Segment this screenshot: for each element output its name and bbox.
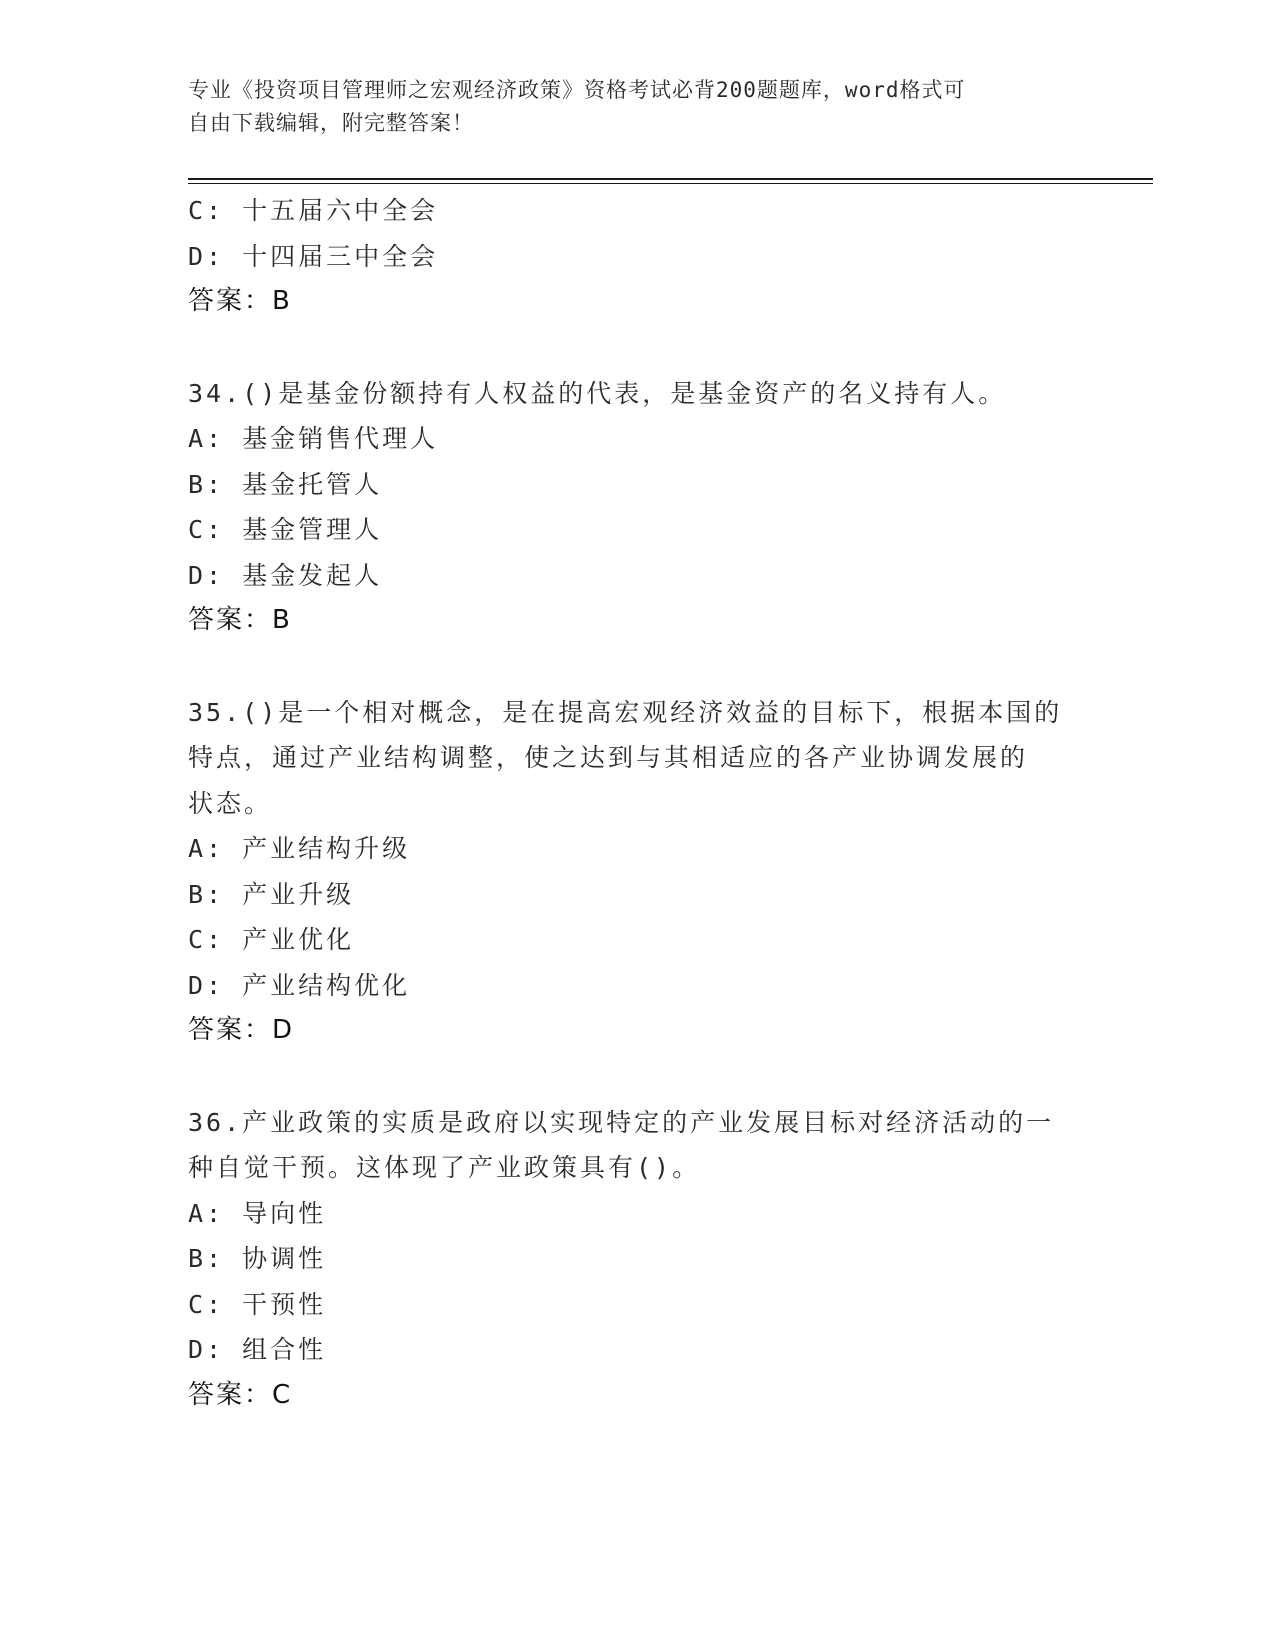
question-36 [188,1100,1088,1419]
option-c: C: 干预性 [188,1289,327,1319]
option-b: B: 产业升级 [188,879,355,909]
option-d: D: 产业结构优化 [188,970,411,1000]
question-33-continued [188,188,1088,325]
question-34 [188,371,1088,644]
question-35 [188,690,1088,1054]
answer: 答案：B [188,605,292,635]
question-stem: 种自觉干预。这体现了产业政策具有()。 [188,1153,701,1182]
answer: 答案：C [188,1379,293,1410]
option-a: A: 产业结构升级 [188,834,411,863]
header-divider-thin [188,183,1153,184]
question-stem: 34.()是基金份额持有人权益的代表，是基金资产的名义持有人。 [188,378,1007,408]
header-line-2: 自由下载编辑，附完整答案！ [188,111,474,135]
header-line-1: 专业《投资项目管理师之宏观经济政策》资格考试必背200题题库，word格式可 [188,78,966,102]
header-divider [188,178,1153,180]
question-stem: 特点，通过产业结构调整，使之达到与其相适应的各产业协调发展的 [188,743,1029,772]
question-stem: 状态。 [188,788,273,818]
answer: 答案：D [188,1015,295,1045]
document-header [188,74,1068,140]
option-d: D: 组合性 [188,1335,327,1364]
option-a: A: 导向性 [188,1198,327,1228]
question-list [188,188,1088,1418]
question-stem: 35.()是一个相对概念，是在提高宏观经济效益的目标下，根据本国的 [188,697,1063,727]
option-b: B: 基金托管人 [188,469,383,499]
option-c: C: 产业优化 [188,925,355,954]
option-c: C: 十五届六中全会 [188,196,439,225]
question-stem: 36.产业政策的实质是政府以实现特定的产业发展目标对经济活动的一 [188,1107,1055,1137]
option-d: D: 基金发起人 [188,560,383,590]
option-b: B: 协调性 [188,1244,327,1273]
option-c: C: 基金管理人 [188,515,383,544]
answer: 答案：B [188,286,292,316]
option-a: A: 基金销售代理人 [188,424,439,453]
option-d: D: 十四届三中全会 [188,241,439,271]
